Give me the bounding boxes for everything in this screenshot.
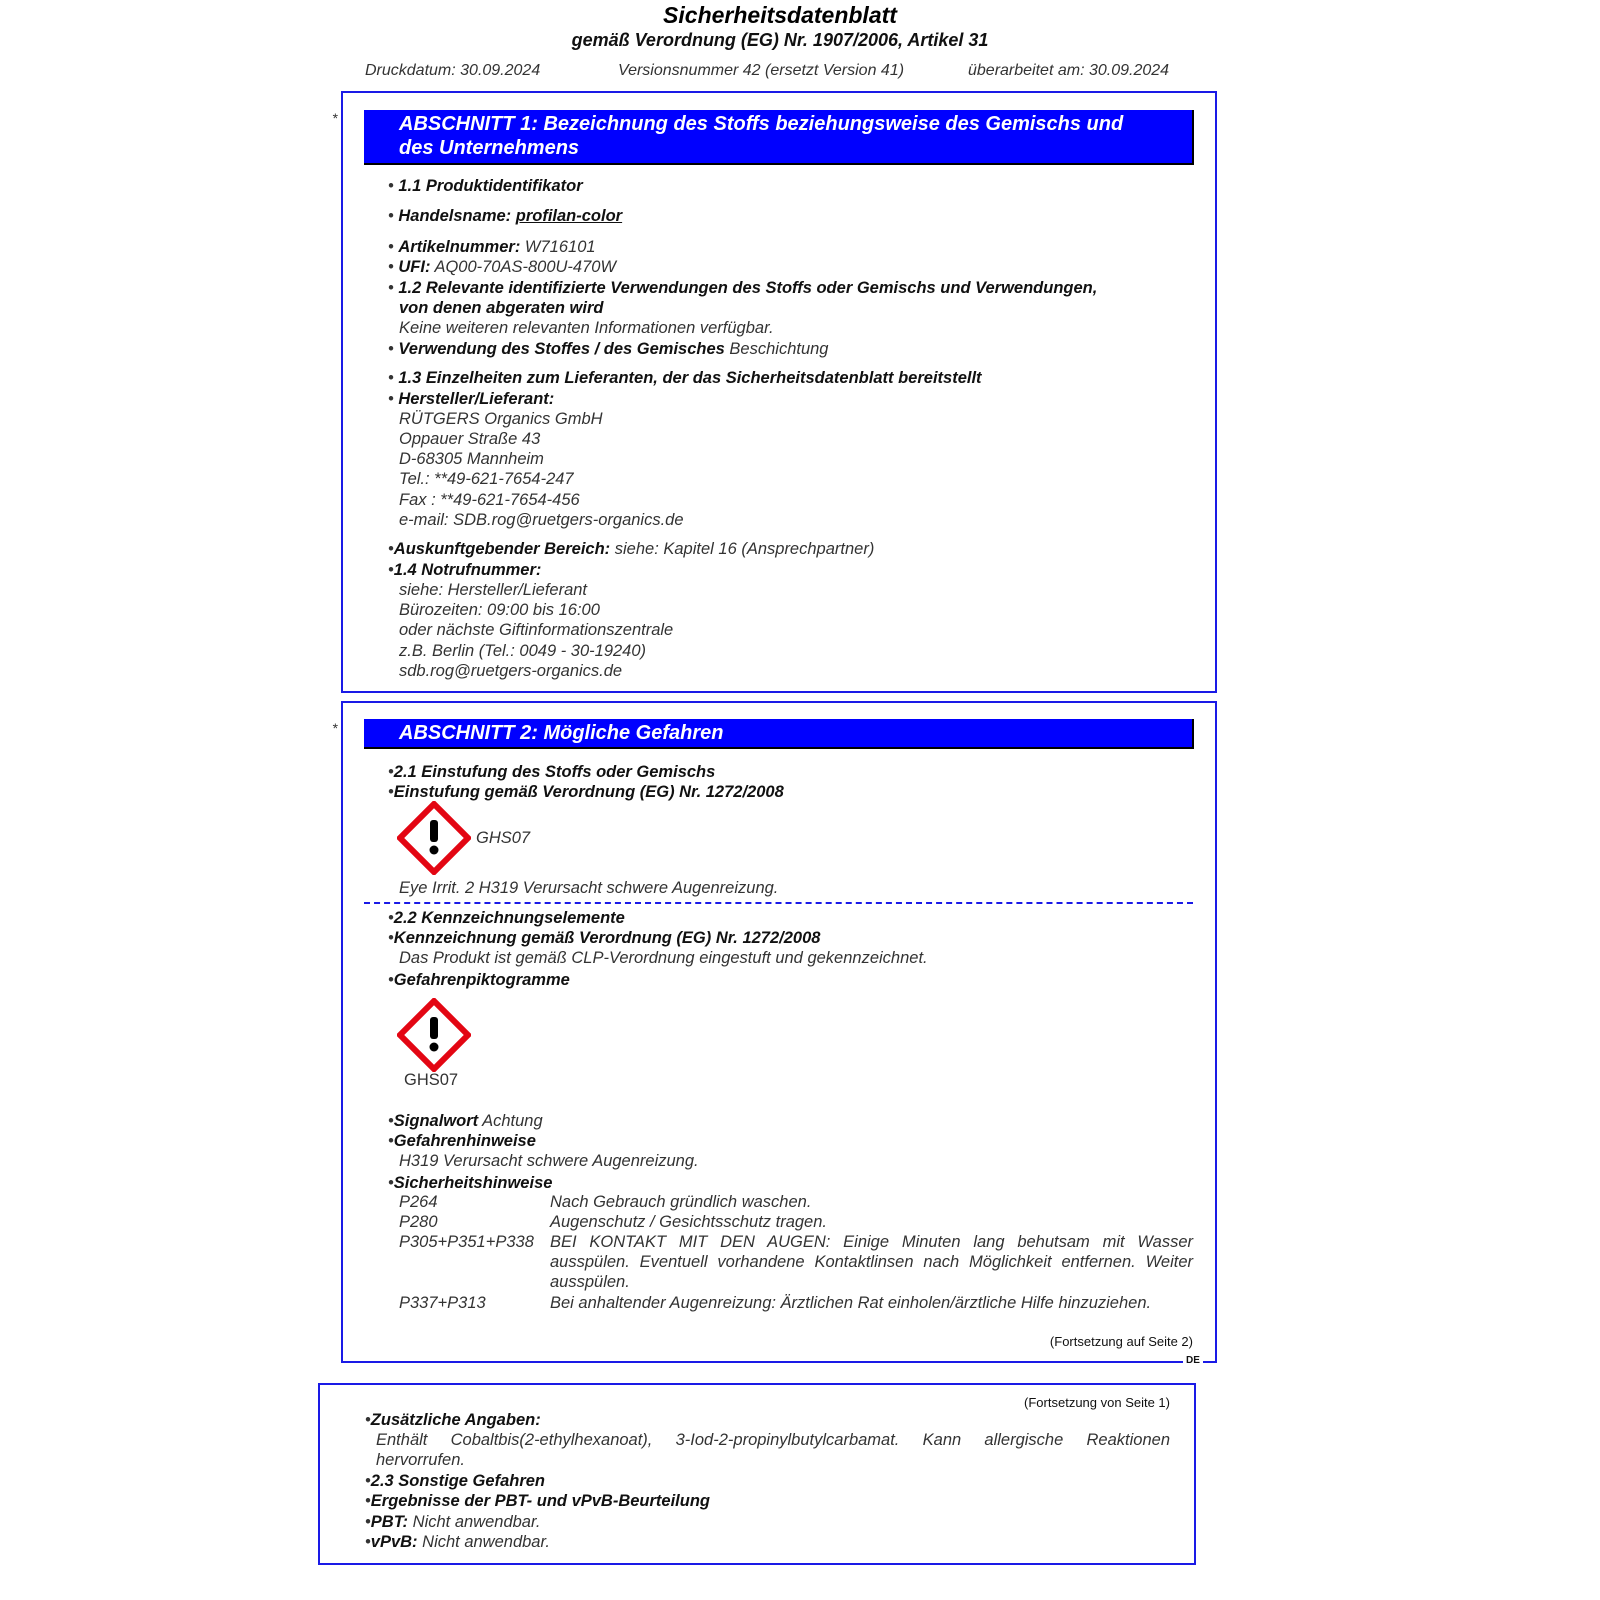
product-identifier: • 1.1 Produktidentifikator [388, 177, 583, 195]
document-title: Sicherheitsdatenblatt [663, 2, 897, 28]
classification-heading: •2.1 Einstufung des Stoffs oder Gemischs [388, 763, 716, 781]
emergency-line: Bürozeiten: 09:00 bis 16:00 [399, 601, 600, 619]
pictograms-label: •Gefahrenpiktogramme [388, 971, 570, 989]
precaution-text: BEI KONTAKT MIT DEN AUGEN: Einige Minuten lang behutsam mit Wasser ausspülen. Eventuell vorhandene Kontaktlinsen nach Möglichkeit entfernen. Weiter ausspülen. [550, 1233, 1193, 1291]
precaution-text: Nach Gebrauch gründlich waschen. [550, 1193, 812, 1211]
pbt-result: •PBT: Nicht anwendbar. [365, 1513, 541, 1531]
signal-word: •Signalwort Achtung [388, 1112, 543, 1130]
continued-from-note: (Fortsetzung von Seite 1) [1024, 1395, 1170, 1410]
section-2-heading: ABSCHNITT 2: Mögliche Gefahren [364, 719, 1194, 749]
precautionary-label: •Sicherheitshinweise [388, 1174, 553, 1192]
heading-line: des Unternehmens [399, 137, 580, 159]
emergency-line: sdb.rog@ruetgers-organics.de [399, 662, 623, 680]
print-date: Druckdatum: 30.09.2024 [365, 62, 541, 79]
manufacturer-label: • Hersteller/Lieferant: [388, 390, 555, 408]
pictogram-label: GHS07 [404, 1071, 459, 1089]
uses-heading: • 1.2 Relevante identifizierte Verwendungen des Stoffs oder Gemischs und Verwendungen, [388, 279, 1098, 297]
heading-line: ABSCHNITT 1: Bezeichnung des Stoffs beziehungsweise des Gemischs und [399, 113, 1124, 135]
version-number: Versionsnummer 42 (ersetzt Version 41) [618, 62, 905, 79]
label-text: Das Produkt ist gemäß CLP-Verordnung eingestuft und gekennzeichnet. [399, 949, 928, 967]
info-department: •Auskunftgebender Bereich: siehe: Kapitel 16 (Ansprechpartner) [388, 540, 875, 558]
email: e-mail: SDB.rog@ruetgers-organics.de [399, 511, 684, 529]
hazard-class: Eye Irrit. 2 H319 Verursacht schwere Augenreizung. [399, 879, 779, 897]
vpvb-result: •vPvB: Nicht anwendbar. [365, 1533, 550, 1551]
precaution-code: P337+P313 [399, 1294, 486, 1312]
classification-regulation: •Einstufung gemäß Verordnung (EG) Nr. 1272/2008 [388, 783, 784, 801]
precaution-code: P264 [399, 1193, 438, 1211]
ghs07-exclamation-icon [397, 801, 471, 875]
uses-heading-cont: von denen abgeraten wird [399, 299, 604, 317]
language-code: DE [1183, 1355, 1203, 1366]
trade-name: • Handelsname: profilan-color [388, 207, 623, 225]
hazard-statements-label: •Gefahrenhinweise [388, 1132, 536, 1150]
address-line: RÜTGERS Organics GmbH [399, 410, 603, 428]
emergency-line: oder nächste Giftinformationszentrale [399, 621, 674, 639]
supplier-heading: • 1.3 Einzelheiten zum Lieferanten, der das Sicherheitsdatenblatt bereitstellt [388, 369, 982, 387]
emergency-label: •1.4 Notrufnummer: [388, 561, 542, 579]
fax: Fax : **49-621-7654-456 [399, 491, 580, 509]
pictogram-label: GHS07 [476, 829, 531, 847]
label-elements: •2.2 Kennzeichnungselemente [388, 909, 625, 927]
document-subtitle: gemäß Verordnung (EG) Nr. 1907/2006, Artikel 31 [571, 30, 989, 50]
emergency-line: z.B. Berlin (Tel.: 0049 - 30-19240) [399, 642, 647, 660]
address-line: D-68305 Mannheim [399, 450, 544, 468]
article-number: • Artikelnummer: W716101 [388, 238, 596, 256]
pbt-heading: •Ergebnisse der PBT- und vPvB-Beurteilung [365, 1492, 711, 1510]
uses-text: Keine weiteren relevanten Informationen verfügbar. [399, 319, 774, 337]
continued-note: (Fortsetzung auf Seite 2) [1049, 1334, 1193, 1349]
change-marker: * [332, 720, 338, 736]
hazard-statement: H319 Verursacht schwere Augenreizung. [399, 1152, 699, 1170]
additional-info-label: •Zusätzliche Angaben: [365, 1411, 541, 1429]
phone: Tel.: **49-621-7654-247 [399, 470, 574, 488]
use-of-substance: • Verwendung des Stoffes / des Gemisches Beschichtung [388, 340, 829, 358]
other-hazards: •2.3 Sonstige Gefahren [365, 1472, 545, 1490]
precaution-code: P280 [399, 1213, 438, 1231]
revision-date: überarbeitet am: 30.09.2024 [968, 62, 1170, 79]
address-line: Oppauer Straße 43 [399, 430, 541, 448]
label-regulation: •Kennzeichnung gemäß Verordnung (EG) Nr. 1272/2008 [388, 929, 821, 947]
ghs07-exclamation-icon [397, 998, 471, 1072]
section-1-heading [364, 110, 1194, 165]
precaution-text: Bei anhaltender Augenreizung: Ärztlichen Rat einholen/ärztliche Hilfe hinzuziehen. [550, 1294, 1152, 1312]
emergency-line: siehe: Hersteller/Lieferant [399, 581, 588, 599]
ufi: • UFI: AQ00-70AS-800U-470W [388, 258, 617, 276]
additional-info-text: Enthält Cobaltbis(2-ethylhexanoat), 3-Iod-2-propinylbutylcarbamat. Kann allergische Reaktionen hervorrufen. [376, 1431, 1170, 1469]
dashed-divider [364, 902, 1193, 904]
precaution-text: Augenschutz / Gesichtsschutz tragen. [550, 1213, 827, 1231]
change-marker: * [332, 110, 338, 126]
precaution-code: P305+P351+P338 [399, 1233, 534, 1251]
